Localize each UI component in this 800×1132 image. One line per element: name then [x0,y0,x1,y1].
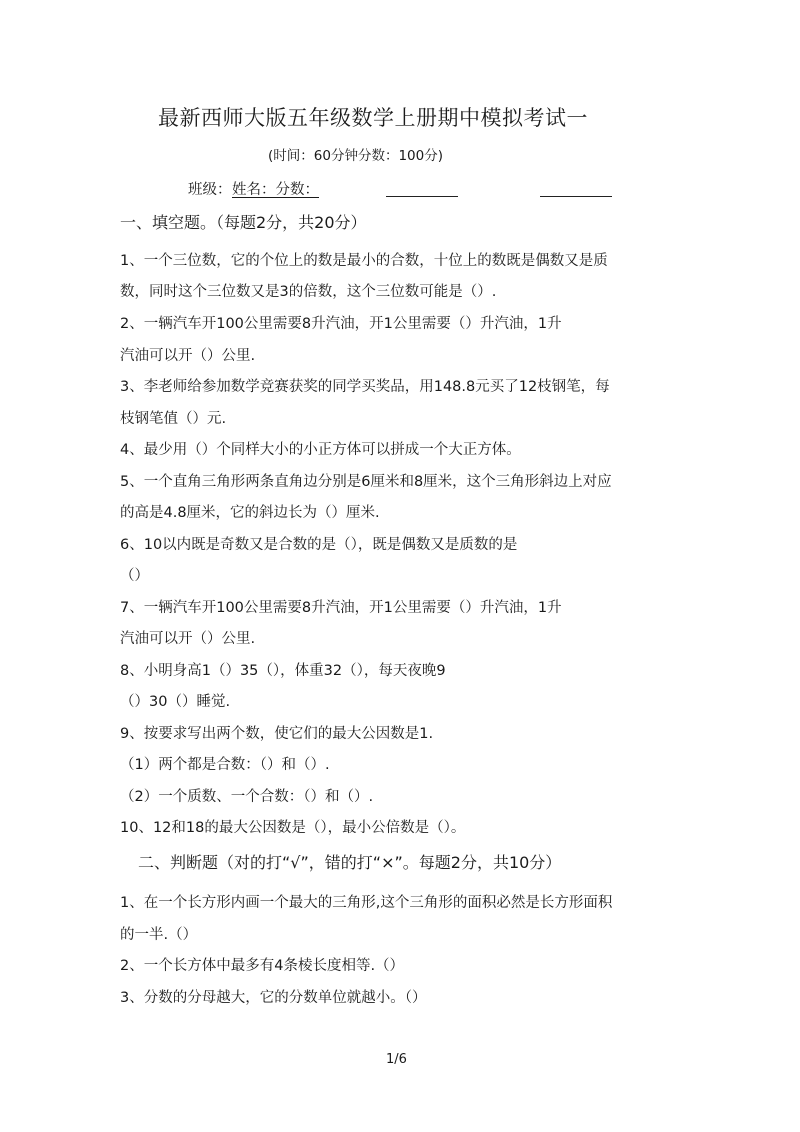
q7-line1: 7、一辆汽车开100公里需要8升汽油，开1公里需要（）升汽油，1升 [120,600,562,616]
q10-line1: 10、12和18的最大公因数是（），最小公倍数是（）。 [120,820,466,836]
q1-line1: 1、一个三位数，它的个位上的数是最小的合数，十位上的数既是偶数又是质 [120,253,608,269]
judge3-line1: 3、分数的分母越大，它的分数单位就越小。（） [120,990,427,1006]
page-number: 1/6 [386,1052,407,1067]
section2-heading: 二、判断题（对的打“√”，错的打“×”。每题2分，共10分） [138,853,562,872]
judge2-line1: 2、一个长方体中最多有4条棱长度相等.（） [120,958,405,974]
q8-line2: （）30（）睡觉. [120,694,231,710]
q3-line1: 3、李老师给参加数学竞赛获奖的同学买奖品，用148.8元买了12枝钢笔，每 [120,379,610,395]
q8-line1: 8、小明身高1（）35（），体重32（），每天夜晚9 [120,663,446,679]
q3-line2: 枝钢笔值（）元. [120,411,227,427]
q6-line2: （） [120,568,149,584]
judge1-line2: 的一半.（） [120,927,198,943]
name-score-label: 姓名：分数： [232,182,319,198]
judge1-line1: 1、在一个长方形内画一个最大的三角形,这个三角形的面积必然是长方形面积 [120,895,613,911]
q2-line2: 汽油可以开（）公里. [120,348,256,364]
q5-line1: 5、一个直角三角形两条直角边分别是6厘米和8厘米，这个三角形斜边上对应 [120,474,612,490]
section1-heading: 一、填空题。（每题2分，共20分） [120,213,367,232]
q7-line2: 汽油可以开（）公里. [120,631,256,647]
q4-line1: 4、最少用（）个同样大小的小正方体可以拼成一个大正方体。 [120,442,521,458]
name-blank [386,196,458,197]
q6-line1: 6、10以内既是奇数又是合数的是（），既是偶数又是质数的是 [120,537,518,553]
q9-sub2: （2）一个质数、一个合数：（）和（）. [120,789,374,805]
q9-line1: 9、按要求写出两个数，使它们的最大公因数是1. [120,726,434,742]
score-blank [540,196,612,197]
class-label: 班级： [188,182,232,198]
document-title: 最新西师大版五年级数学上册期中模拟考试一 [158,106,588,130]
q2-line1: 2、一辆汽车开100公里需要8升汽油，开1公里需要（）升汽油，1升 [120,316,562,332]
q1-line2: 数，同时这个三位数又是3的倍数，这个三位数可能是（）. [120,284,497,300]
exam-time-score: (时间：60分钟分数：100分) [268,148,443,164]
q5-line2: 的高是4.8厘米，它的斜边长为（）厘米. [120,505,380,521]
q9-sub1: （1）两个都是合数：（）和（）. [120,757,330,773]
